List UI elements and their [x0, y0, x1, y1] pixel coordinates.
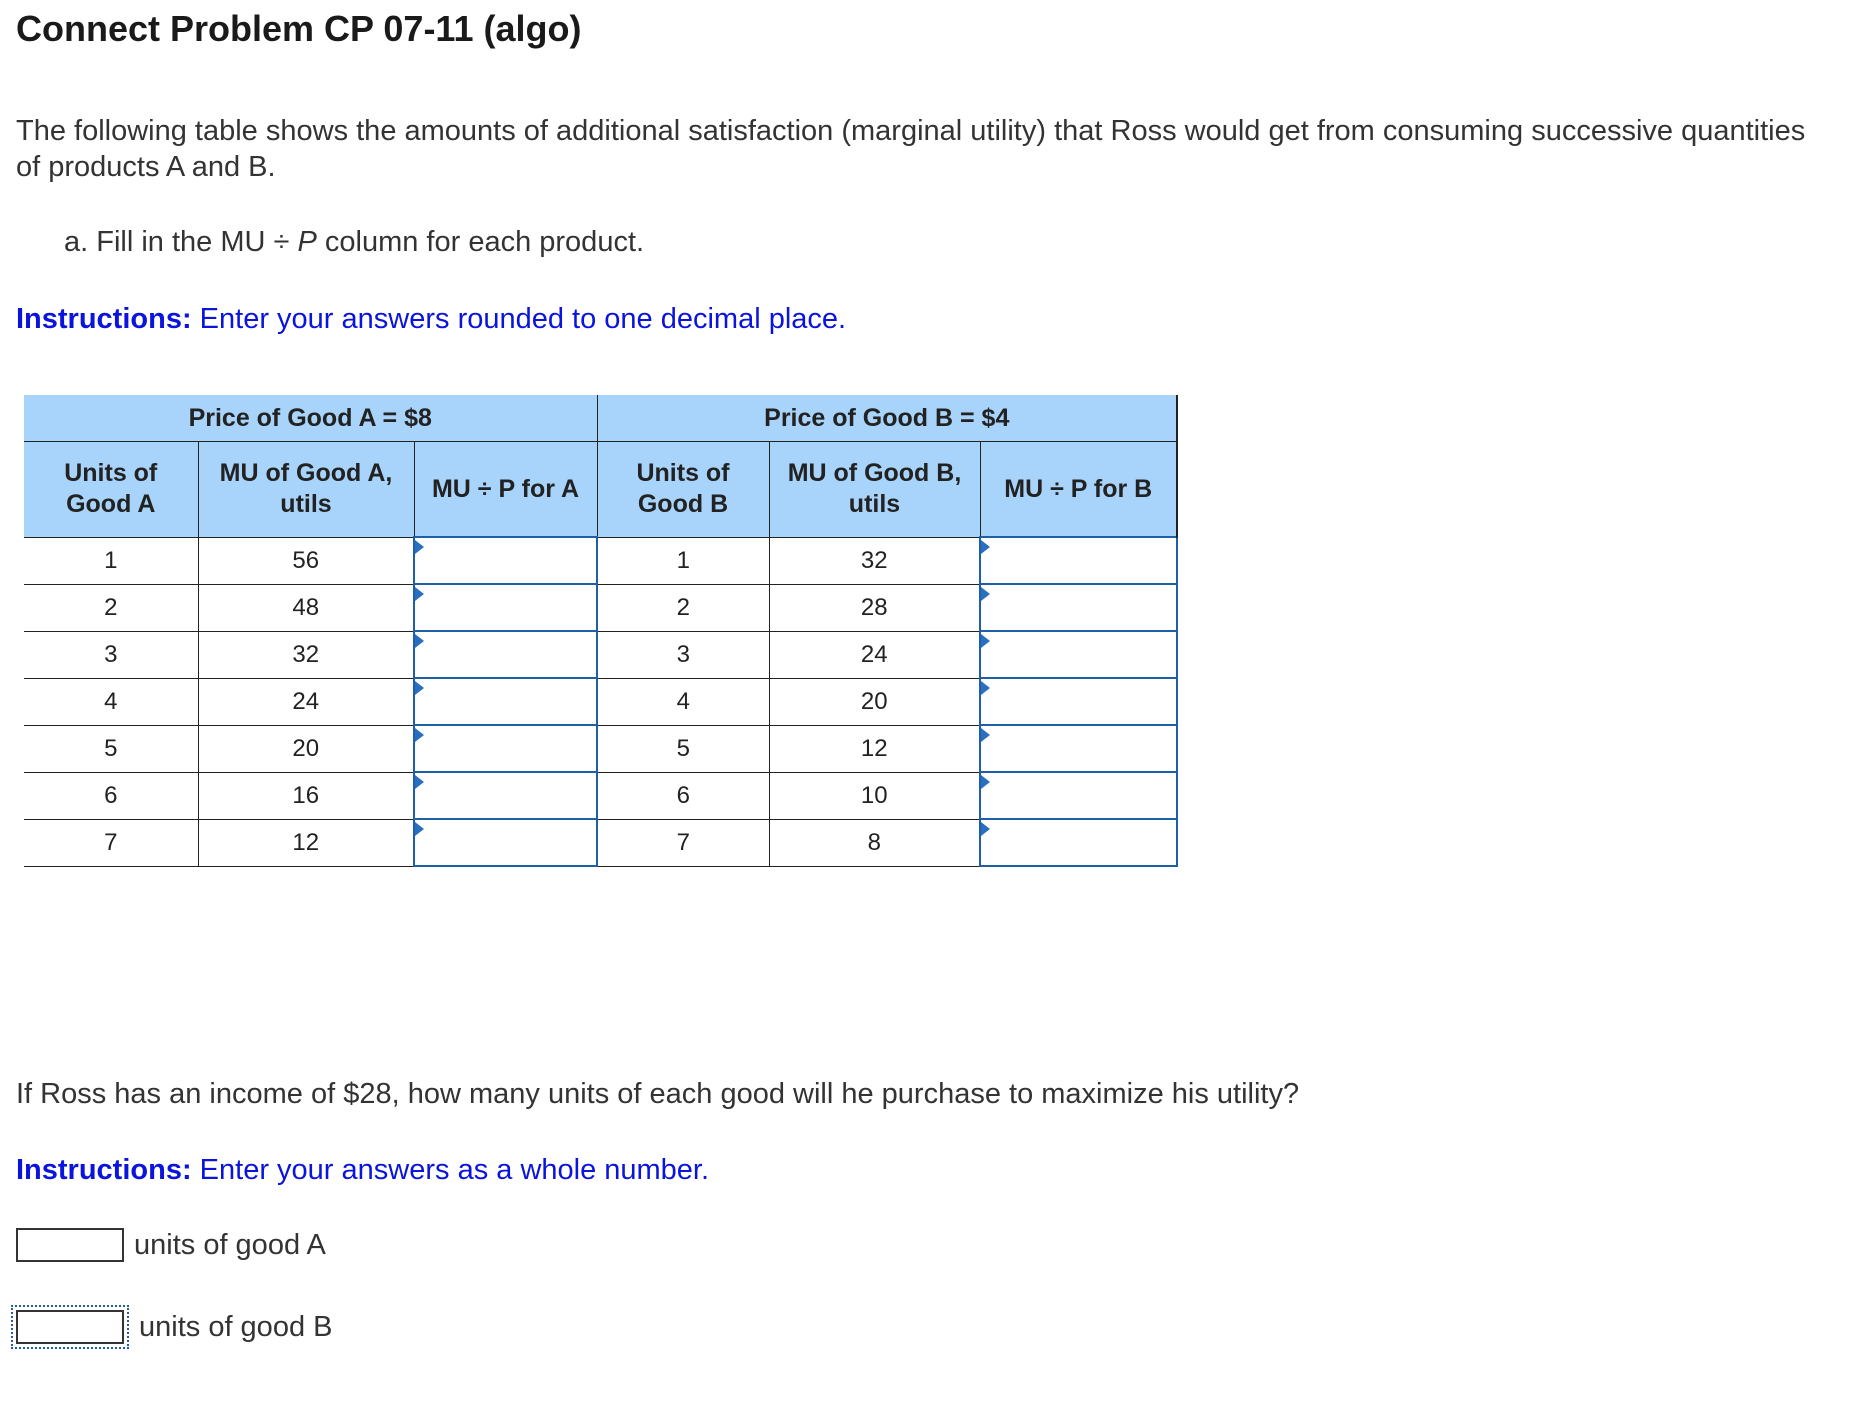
mup-b-input[interactable]	[981, 726, 1176, 771]
table-row	[24, 819, 1177, 866]
mu-a-cell: 16	[198, 772, 414, 819]
mup-b-input[interactable]	[981, 632, 1176, 677]
units-a-cell: 1	[24, 537, 198, 584]
units-b-cell: 1	[597, 537, 769, 584]
mup-b-input-cell	[980, 678, 1177, 725]
units-a-header: Units of Good A	[24, 442, 198, 538]
mup-a-input-cell	[414, 631, 597, 678]
units-b-header: Units of Good B	[597, 442, 769, 538]
mup-b-input[interactable]	[981, 585, 1176, 630]
table-row	[24, 631, 1177, 678]
column-header-row	[24, 442, 1177, 538]
input-marker-icon	[981, 775, 990, 789]
mu-a-cell: 24	[198, 678, 414, 725]
mu-b-cell: 12	[769, 725, 980, 772]
mup-a-input-cell	[414, 678, 597, 725]
part-a-suffix: column for each product.	[316, 226, 645, 258]
problem-intro: The following table shows the amounts of additional satisfaction (marginal utility) that Ross would get from consuming successive quantities of products A and B.	[16, 115, 1806, 183]
mup-b-input[interactable]	[981, 820, 1176, 865]
utility-question: If Ross has an income of $28, how many units of each good will he purchase to maximize his utility?	[16, 1078, 1300, 1110]
units-a-cell: 4	[24, 678, 198, 725]
price-good-b-header: Price of Good B = $4	[597, 395, 1177, 442]
units-b-cell: 7	[597, 819, 769, 866]
units-a-cell: 3	[24, 631, 198, 678]
mup-a-input-cell	[414, 772, 597, 819]
part-a-prompt	[64, 226, 644, 259]
page-title: Connect Problem CP 07-11 (algo)	[16, 8, 582, 49]
instructions-label: Instructions:	[16, 303, 192, 335]
input-marker-icon	[415, 587, 424, 601]
input-marker-icon	[981, 681, 990, 695]
mup-b-input-cell	[980, 584, 1177, 631]
mup-b-input-cell	[980, 631, 1177, 678]
table-row	[24, 772, 1177, 819]
units-a-cell: 7	[24, 819, 198, 866]
mu-b-cell: 10	[769, 772, 980, 819]
mu-b-cell: 24	[769, 631, 980, 678]
instructions-rounding	[16, 303, 846, 336]
units-b-cell: 5	[597, 725, 769, 772]
mu-b-header: MU of Good B, utils	[769, 442, 980, 538]
answer-row-good-b	[16, 1305, 332, 1349]
table-row	[24, 725, 1177, 772]
input-marker-icon	[981, 587, 990, 601]
mu-a-cell: 32	[198, 631, 414, 678]
units-b-cell: 2	[597, 584, 769, 631]
instructions-label: Instructions:	[16, 1154, 192, 1186]
instructions-text: Enter your answers as a whole number.	[191, 1154, 710, 1186]
mup-a-input[interactable]	[415, 585, 596, 630]
units-good-b-input[interactable]	[16, 1310, 124, 1344]
units-good-a-label: units of good A	[134, 1228, 326, 1261]
part-a-p: P	[297, 226, 317, 258]
input-marker-icon	[981, 634, 990, 648]
instructions-text: Enter your answers rounded to one decimal place.	[191, 303, 847, 335]
mup-b-input-cell	[980, 537, 1177, 584]
mu-b-cell: 8	[769, 819, 980, 866]
input-marker-icon	[415, 634, 424, 648]
mup-b-input[interactable]	[981, 773, 1176, 818]
mup-b-header: MU ÷ P for B	[980, 442, 1177, 538]
mup-a-input[interactable]	[415, 820, 596, 865]
mu-a-cell: 12	[198, 819, 414, 866]
units-a-cell: 2	[24, 584, 198, 631]
mup-b-input-cell	[980, 772, 1177, 819]
input-marker-icon	[415, 728, 424, 742]
mu-a-cell: 56	[198, 537, 414, 584]
mup-a-header: MU ÷ P for A	[414, 442, 597, 538]
mup-a-input[interactable]	[415, 773, 596, 818]
input-marker-icon	[981, 728, 990, 742]
table-row	[24, 678, 1177, 725]
input-marker-icon	[981, 540, 990, 554]
units-good-a-input[interactable]	[16, 1228, 124, 1262]
input-marker-icon	[981, 822, 990, 836]
mup-b-input[interactable]	[981, 538, 1176, 583]
mup-b-input[interactable]	[981, 679, 1176, 724]
table-row	[24, 537, 1177, 584]
price-good-a-header: Price of Good A = $8	[24, 395, 597, 442]
mup-a-input[interactable]	[415, 726, 596, 771]
input-marker-icon	[415, 822, 424, 836]
units-b-cell: 6	[597, 772, 769, 819]
input-marker-icon	[415, 540, 424, 554]
focus-ring	[11, 1305, 129, 1349]
units-b-cell: 3	[597, 631, 769, 678]
mu-b-cell: 28	[769, 584, 980, 631]
marginal-utility-table	[24, 395, 1178, 867]
input-marker-icon	[415, 681, 424, 695]
units-a-cell: 6	[24, 772, 198, 819]
instructions-whole-number	[16, 1154, 709, 1187]
mu-a-header: MU of Good A, utils	[198, 442, 414, 538]
answer-row-good-a	[16, 1228, 326, 1262]
units-a-cell: 5	[24, 725, 198, 772]
mup-a-input-cell	[414, 725, 597, 772]
mu-a-cell: 48	[198, 584, 414, 631]
mup-a-input-cell	[414, 584, 597, 631]
mu-b-cell: 32	[769, 537, 980, 584]
input-marker-icon	[415, 775, 424, 789]
mu-a-cell: 20	[198, 725, 414, 772]
mu-b-cell: 20	[769, 678, 980, 725]
units-good-b-label: units of good B	[139, 1310, 333, 1343]
table-row	[24, 584, 1177, 631]
mup-a-input[interactable]	[415, 632, 596, 677]
mup-b-input-cell	[980, 819, 1177, 866]
mup-b-input-cell	[980, 725, 1177, 772]
mup-a-input[interactable]	[415, 679, 596, 724]
mup-a-input-cell	[414, 819, 597, 866]
price-header-row	[24, 395, 1177, 442]
part-a-prefix: a. Fill in the MU ÷	[64, 226, 298, 258]
mup-a-input-cell	[414, 537, 597, 584]
units-b-cell: 4	[597, 678, 769, 725]
mup-a-input[interactable]	[415, 538, 596, 583]
